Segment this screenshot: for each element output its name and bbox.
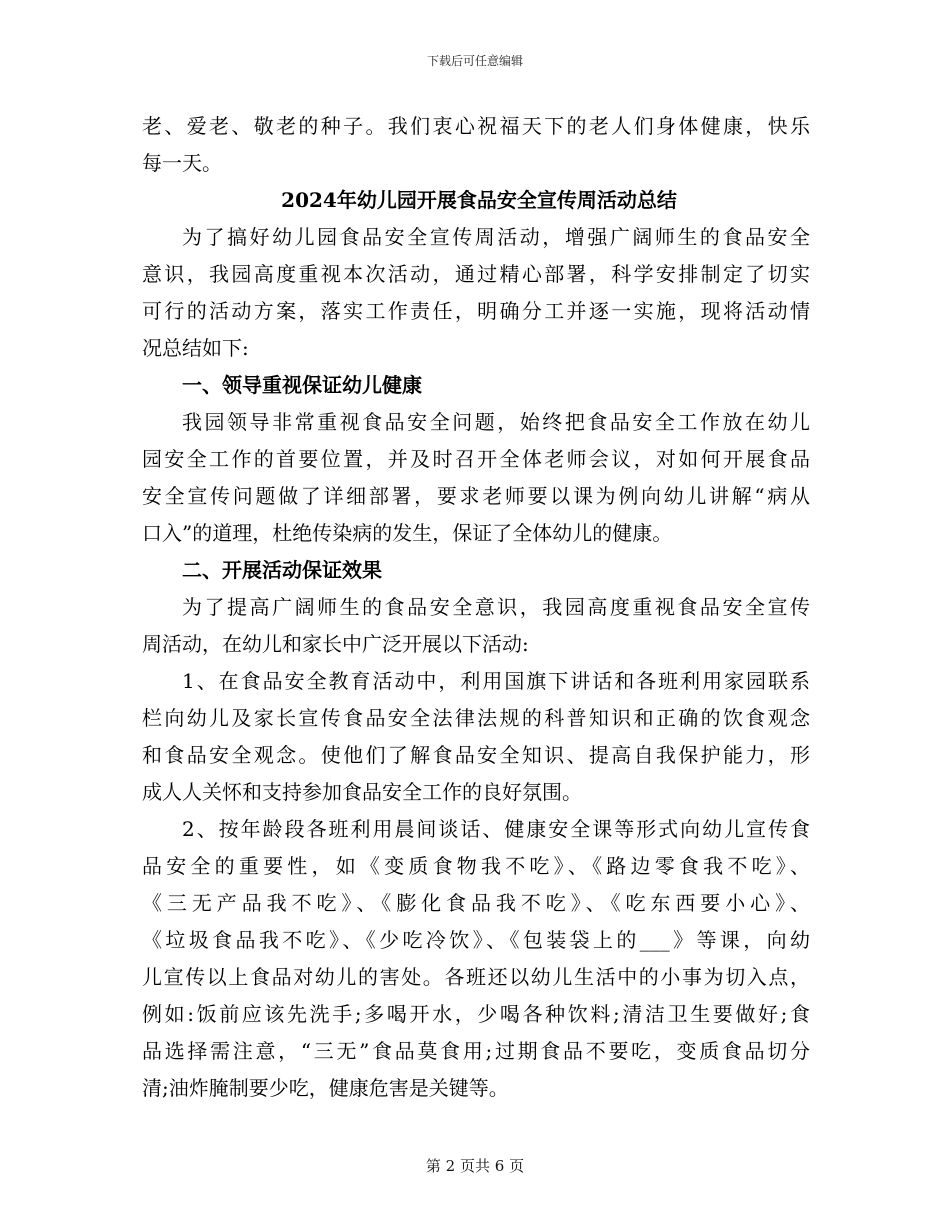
page-header: 下载后可任意编辑 <box>426 54 523 68</box>
document-body <box>142 108 810 1107</box>
page-footer: 第 2 页共 6 页 <box>425 1157 525 1175</box>
text-line: 《三无产品我不吃》、《膨化食品我不吃》、《吃东西要小心》、 <box>142 891 810 915</box>
text-line: 园安全工作的首要位置，并及时召开全体老师会议，对如何开展食品 <box>142 447 810 471</box>
text-line: 2、按年龄段各班利用晨间谈话、健康安全课等形式向幼儿宣传食 <box>182 817 810 841</box>
paragraph-overview <box>142 219 810 367</box>
document-title: 2024年幼儿园开展食品安全宣传周活动总结 <box>281 188 677 212</box>
text-line: 栏向幼儿及家长宣传食品安全法律法规的科普知识和正确的饮食观念 <box>142 706 810 730</box>
text-line: 品安全的重要性，如《变质食物我不吃》、《路边零食我不吃》、 <box>142 854 810 878</box>
text-line: 为了搞好幼儿园食品安全宣传周活动，增强广阔师生的食品安全 <box>182 225 810 249</box>
text-line: 成人人关怀和支持参加食品安全工作的良好氛围。 <box>142 780 582 804</box>
text-line: 周活动，在幼儿和家长中广泛开展以下活动: <box>142 632 529 656</box>
paragraph-leadership <box>142 404 810 552</box>
text-line: 我园领导非常重视食品安全问题，始终把食品安全工作放在幼儿 <box>182 410 810 434</box>
text-line: 和食品安全观念。使他们了解食品安全知识、提高自我保护能力，形 <box>142 743 810 767</box>
text-line: 为了提高广阔师生的食品安全意识，我园高度重视食品安全宣传 <box>182 595 810 619</box>
paragraph-activity-2 <box>142 811 810 1107</box>
paragraph-activities-intro <box>142 589 810 663</box>
text-line: 品选择需注意，“三无”食品莫食用;过期食品不要吃，变质食品切分 <box>142 1039 810 1063</box>
text-line: 口入”的道理，杜绝传染病的发生，保证了全体幼儿的健康。 <box>142 521 673 545</box>
text-line: 可行的活动方案，落实工作责任，明确分工并逐一实施，现将活动情 <box>142 299 810 323</box>
text-line: 1、在食品安全教育活动中，利用国旗下讲话和各班利用家园联系 <box>182 669 810 693</box>
text-line: 况总结如下: <box>142 336 249 360</box>
text-line: 意识，我园高度重视本次活动，通过精心部署，科学安排制定了切实 <box>142 262 810 286</box>
section-heading-1: 一、领导重视保证幼儿健康 <box>182 373 422 397</box>
text-line: 清;油炸腌制要少吃，健康危害是关键等。 <box>142 1076 509 1100</box>
text-line: 每一天。 <box>142 151 222 175</box>
text-line: 儿宣传以上食品对幼儿的害处。各班还以幼儿生活中的小事为切入点， <box>142 965 810 989</box>
text-line: 《垃圾食品我不吃》、《少吃冷饮》、《包装袋上的___》等课，向幼 <box>142 928 810 952</box>
text-line: 例如:饭前应该先洗手;多喝开水，少喝各种饮料;清洁卫生要做好;食 <box>142 1002 810 1026</box>
intro-paragraph <box>142 108 810 182</box>
text-line: 老、爱老、敬老的种子。我们衷心祝福天下的老人们身体健康，快乐 <box>142 114 810 138</box>
section-heading-2: 二、开展活动保证效果 <box>182 558 382 582</box>
paragraph-activity-1 <box>142 663 810 811</box>
text-line: 安全宣传问题做了详细部署，要求老师要以课为例向幼儿讲解“病从 <box>142 484 810 508</box>
